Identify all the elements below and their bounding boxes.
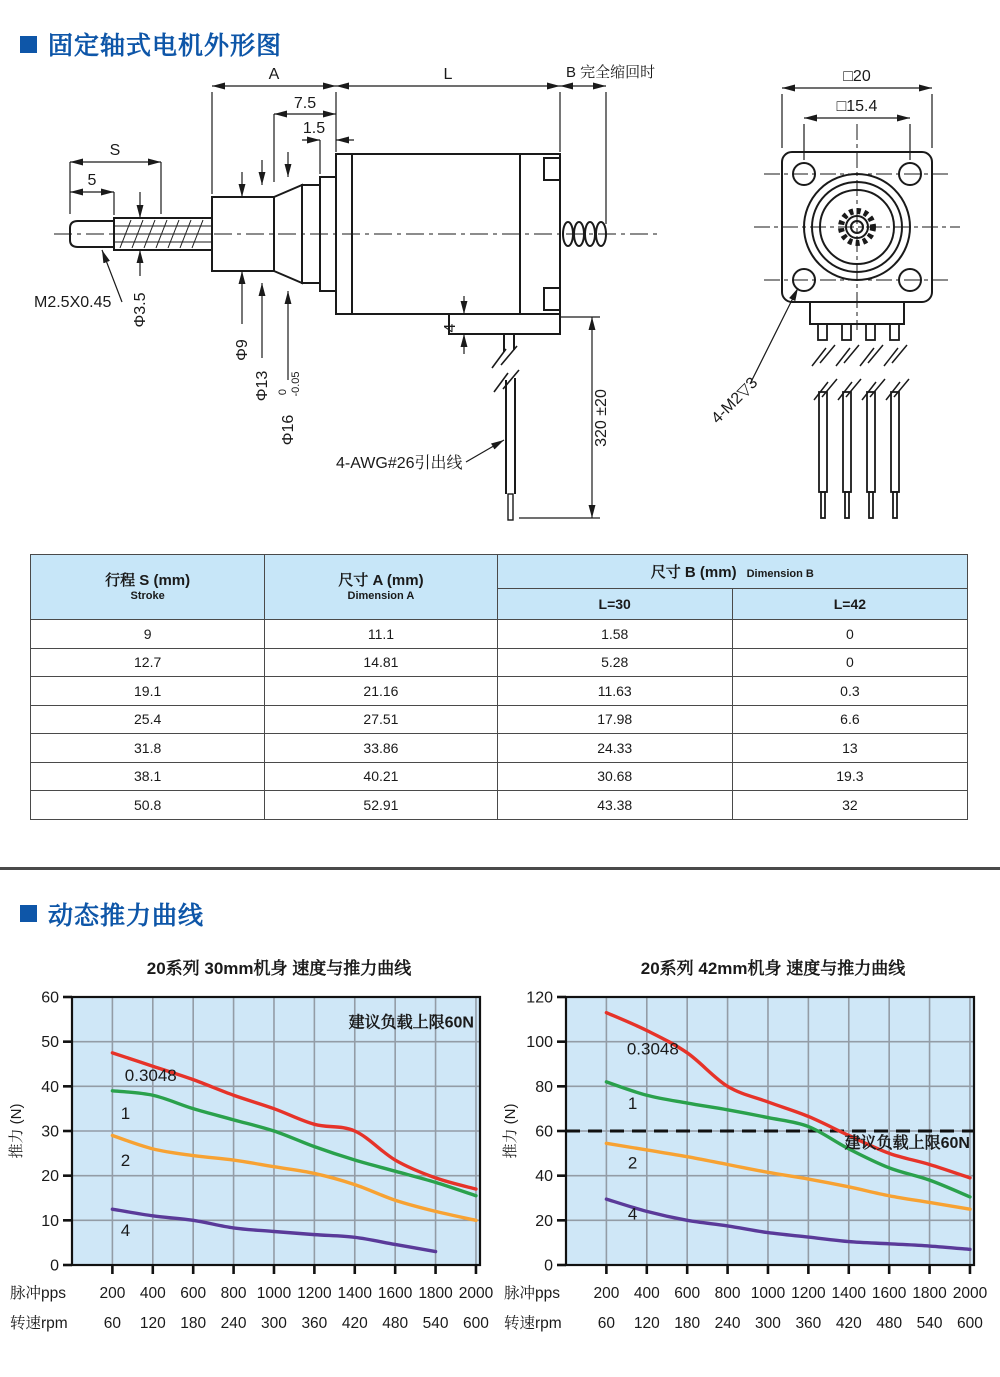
- x-tick-label: 240: [220, 1314, 247, 1332]
- series-label: 0.3048: [626, 1038, 679, 1058]
- y-tick-label: 20: [535, 1212, 553, 1230]
- x-tick-label: 120: [633, 1314, 660, 1332]
- y-tick-label: 30: [41, 1123, 59, 1140]
- cell: 30.68: [497, 762, 732, 791]
- cell: 24.33: [497, 734, 732, 763]
- cell: 6.6: [732, 705, 967, 734]
- section2-title: 动态推力曲线: [48, 901, 205, 930]
- x-tick-label: 2000: [952, 1284, 988, 1302]
- col-stroke-header: 行程 S (mm) Stroke: [31, 555, 265, 620]
- y-tick-label: 0: [544, 1257, 553, 1274]
- x-tick-label: 1200: [791, 1284, 826, 1302]
- y-tick-label: 40: [41, 1078, 59, 1096]
- screw-spec-label: 4-M2▽3: [708, 374, 762, 428]
- y-tick-label: 60: [41, 989, 59, 1006]
- dim-75-label: 7.5: [293, 95, 317, 112]
- thrust-chart-42mm: [500, 981, 994, 1341]
- cell: 14.81: [265, 648, 497, 677]
- x-tick-label: 480: [382, 1314, 409, 1332]
- series-label: 4: [627, 1204, 638, 1224]
- dia-9-label: Φ9: [234, 339, 251, 361]
- y-tick-label: 100: [526, 1033, 553, 1051]
- cell: 5.28: [497, 648, 732, 677]
- dim-l-label: L: [443, 66, 453, 83]
- table-row: [31, 677, 968, 706]
- cell: 27.51: [265, 705, 497, 734]
- x-tick-label: 540: [422, 1314, 449, 1332]
- cell: 0: [732, 620, 967, 649]
- cell: 19.1: [31, 677, 265, 706]
- y-axis-label: 推力 (N): [8, 1103, 25, 1158]
- x-tick-label: 480: [876, 1314, 903, 1332]
- thrust-chart-30mm: [6, 981, 500, 1341]
- table-row: [31, 762, 968, 791]
- table-row: [31, 620, 968, 649]
- y-tick-label: 80: [535, 1078, 553, 1096]
- col-dimension-b-header: 尺寸 B (mm) Dimension B: [497, 555, 967, 589]
- side-view-dimensions: [70, 86, 606, 518]
- series-label: 2: [627, 1152, 638, 1172]
- table-row: [31, 705, 968, 734]
- x-tick-label: 1600: [871, 1284, 907, 1302]
- section1-title: 固定轴式电机外形图: [48, 32, 283, 60]
- cell: 52.91: [265, 791, 497, 820]
- dim-4-label: 4: [442, 323, 459, 333]
- dim-a-label: A: [268, 66, 280, 83]
- dia-13-label: Φ13: [254, 370, 271, 402]
- x-tick-label: 1400: [831, 1284, 867, 1302]
- y-tick-label: 20: [41, 1167, 59, 1185]
- cell: 11.63: [497, 677, 732, 706]
- motor-front-view-drawing: [692, 62, 992, 540]
- x-row-header: 转速rpm: [10, 1314, 68, 1332]
- cell: 13: [732, 734, 967, 763]
- cell: 0.3: [732, 677, 967, 706]
- series-label: 2: [120, 1150, 131, 1170]
- chart-42mm-block: [500, 954, 994, 1346]
- cell: 19.3: [732, 762, 967, 791]
- x-tick-label: 1600: [377, 1284, 413, 1302]
- x-tick-label: 420: [341, 1314, 368, 1332]
- table-row: [31, 734, 968, 763]
- x-tick-label: 400: [633, 1284, 660, 1302]
- wire-label: 4-AWG#26引出线: [336, 455, 463, 472]
- cell: 31.8: [31, 734, 265, 763]
- cell: 25.4: [31, 705, 265, 734]
- x-tick-label: 1800: [418, 1284, 453, 1302]
- cell: 21.16: [265, 677, 497, 706]
- chart-30mm-block: [6, 954, 500, 1346]
- x-tick-label: 1800: [912, 1284, 947, 1302]
- front-view-part: [782, 152, 932, 518]
- load-limit-annotation: 建议负载上限60N: [844, 1134, 970, 1152]
- x-tick-label: 800: [714, 1284, 741, 1302]
- dim-320-label: 320 ±20: [593, 389, 610, 447]
- section-divider: [0, 867, 1000, 870]
- cell: 11.1: [265, 620, 497, 649]
- section-bullet-icon: [20, 905, 37, 922]
- series-label: 4: [120, 1220, 131, 1240]
- outline-drawings: [0, 62, 1000, 540]
- x-tick-label: 800: [220, 1284, 247, 1302]
- thrust-charts: [6, 954, 1000, 1346]
- section1-header: [20, 26, 1000, 62]
- x-tick-label: 360: [301, 1314, 328, 1332]
- x-tick-label: 600: [957, 1314, 983, 1332]
- col-l30-header: L=30: [497, 589, 732, 620]
- x-tick-label: 180: [180, 1314, 207, 1332]
- table-row: [31, 791, 968, 820]
- x-row-header: 脉冲pps: [504, 1284, 560, 1302]
- dim-s-label: S: [109, 142, 121, 159]
- x-tick-label: 400: [139, 1284, 166, 1302]
- dia-35-label: Φ3.5: [132, 292, 149, 328]
- dim-5-label: 5: [87, 172, 97, 189]
- col-l42-header: L=42: [732, 589, 967, 620]
- y-tick-label: 40: [535, 1167, 553, 1185]
- table-row: [31, 648, 968, 677]
- dim-sq154-label: □15.4: [836, 98, 878, 115]
- dim-sq20-label: □20: [843, 68, 871, 85]
- x-tick-label: 2000: [458, 1284, 494, 1302]
- x-tick-label: 360: [795, 1314, 822, 1332]
- y-tick-label: 10: [41, 1212, 59, 1230]
- cell: 17.98: [497, 705, 732, 734]
- cell: 12.7: [31, 648, 265, 677]
- x-tick-label: 300: [755, 1314, 781, 1332]
- x-tick-label: 60: [103, 1314, 122, 1332]
- cell: 9: [31, 620, 265, 649]
- x-tick-label: 420: [835, 1314, 862, 1332]
- x-tick-label: 60: [597, 1314, 616, 1332]
- chart-42mm-title: 20系列 42mm机身 速度与推力曲线: [640, 958, 906, 978]
- cell: 40.21: [265, 762, 497, 791]
- x-tick-label: 240: [714, 1314, 741, 1332]
- x-tick-label: 300: [261, 1314, 287, 1332]
- y-tick-label: 0: [50, 1257, 59, 1274]
- front-view-labels: [708, 68, 877, 427]
- x-tick-label: 120: [139, 1314, 166, 1332]
- dim-15-label: 1.5: [302, 120, 326, 137]
- motor-side-view-drawing: [14, 62, 680, 540]
- x-row-header: 转速rpm: [504, 1314, 562, 1332]
- dimension-table: [30, 554, 968, 820]
- chart-30mm-title: 20系列 30mm机身 速度与推力曲线: [146, 958, 412, 978]
- y-axis-label: 推力 (N): [502, 1103, 519, 1158]
- dia-16-label: Φ16: [280, 414, 297, 446]
- side-view-labels: [34, 64, 655, 472]
- cell: 50.8: [31, 791, 265, 820]
- cell: 43.38: [497, 791, 732, 820]
- dia-16-tol-top: 0: [277, 388, 289, 396]
- y-tick-label: 60: [535, 1123, 553, 1140]
- section2-header: [20, 896, 1000, 932]
- x-tick-label: 1000: [750, 1284, 786, 1302]
- x-tick-label: 200: [593, 1284, 620, 1302]
- dia-16-tol-bot: -0.05: [290, 371, 302, 397]
- thread-label: M2.5X0.45: [34, 294, 112, 311]
- series-label: 1: [120, 1103, 131, 1123]
- x-row-header: 脉冲pps: [10, 1284, 66, 1302]
- y-tick-label: 50: [41, 1033, 59, 1051]
- x-tick-label: 600: [674, 1284, 701, 1302]
- x-tick-label: 1400: [337, 1284, 373, 1302]
- front-view-dimensions: [750, 88, 932, 384]
- dim-b-label: B 完全缩回时: [566, 64, 656, 81]
- col-dimension-a-header: 尺寸 A (mm) Dimension A: [265, 555, 497, 620]
- x-tick-label: 600: [463, 1314, 489, 1332]
- cell: 1.58: [497, 620, 732, 649]
- cell: 32: [732, 791, 967, 820]
- load-limit-annotation: 建议负载上限60N: [348, 1014, 474, 1032]
- x-tick-label: 540: [916, 1314, 943, 1332]
- series-label: 0.3048: [124, 1065, 177, 1085]
- x-tick-label: 600: [180, 1284, 207, 1302]
- section-bullet-icon: [20, 36, 37, 53]
- x-tick-label: 1200: [297, 1284, 332, 1302]
- x-tick-label: 180: [674, 1314, 701, 1332]
- series-label: 1: [627, 1093, 638, 1113]
- y-tick-label: 120: [526, 989, 553, 1006]
- cell: 0: [732, 648, 967, 677]
- cell: 38.1: [31, 762, 265, 791]
- cell: 33.86: [265, 734, 497, 763]
- x-tick-label: 200: [99, 1284, 126, 1302]
- x-tick-label: 1000: [256, 1284, 292, 1302]
